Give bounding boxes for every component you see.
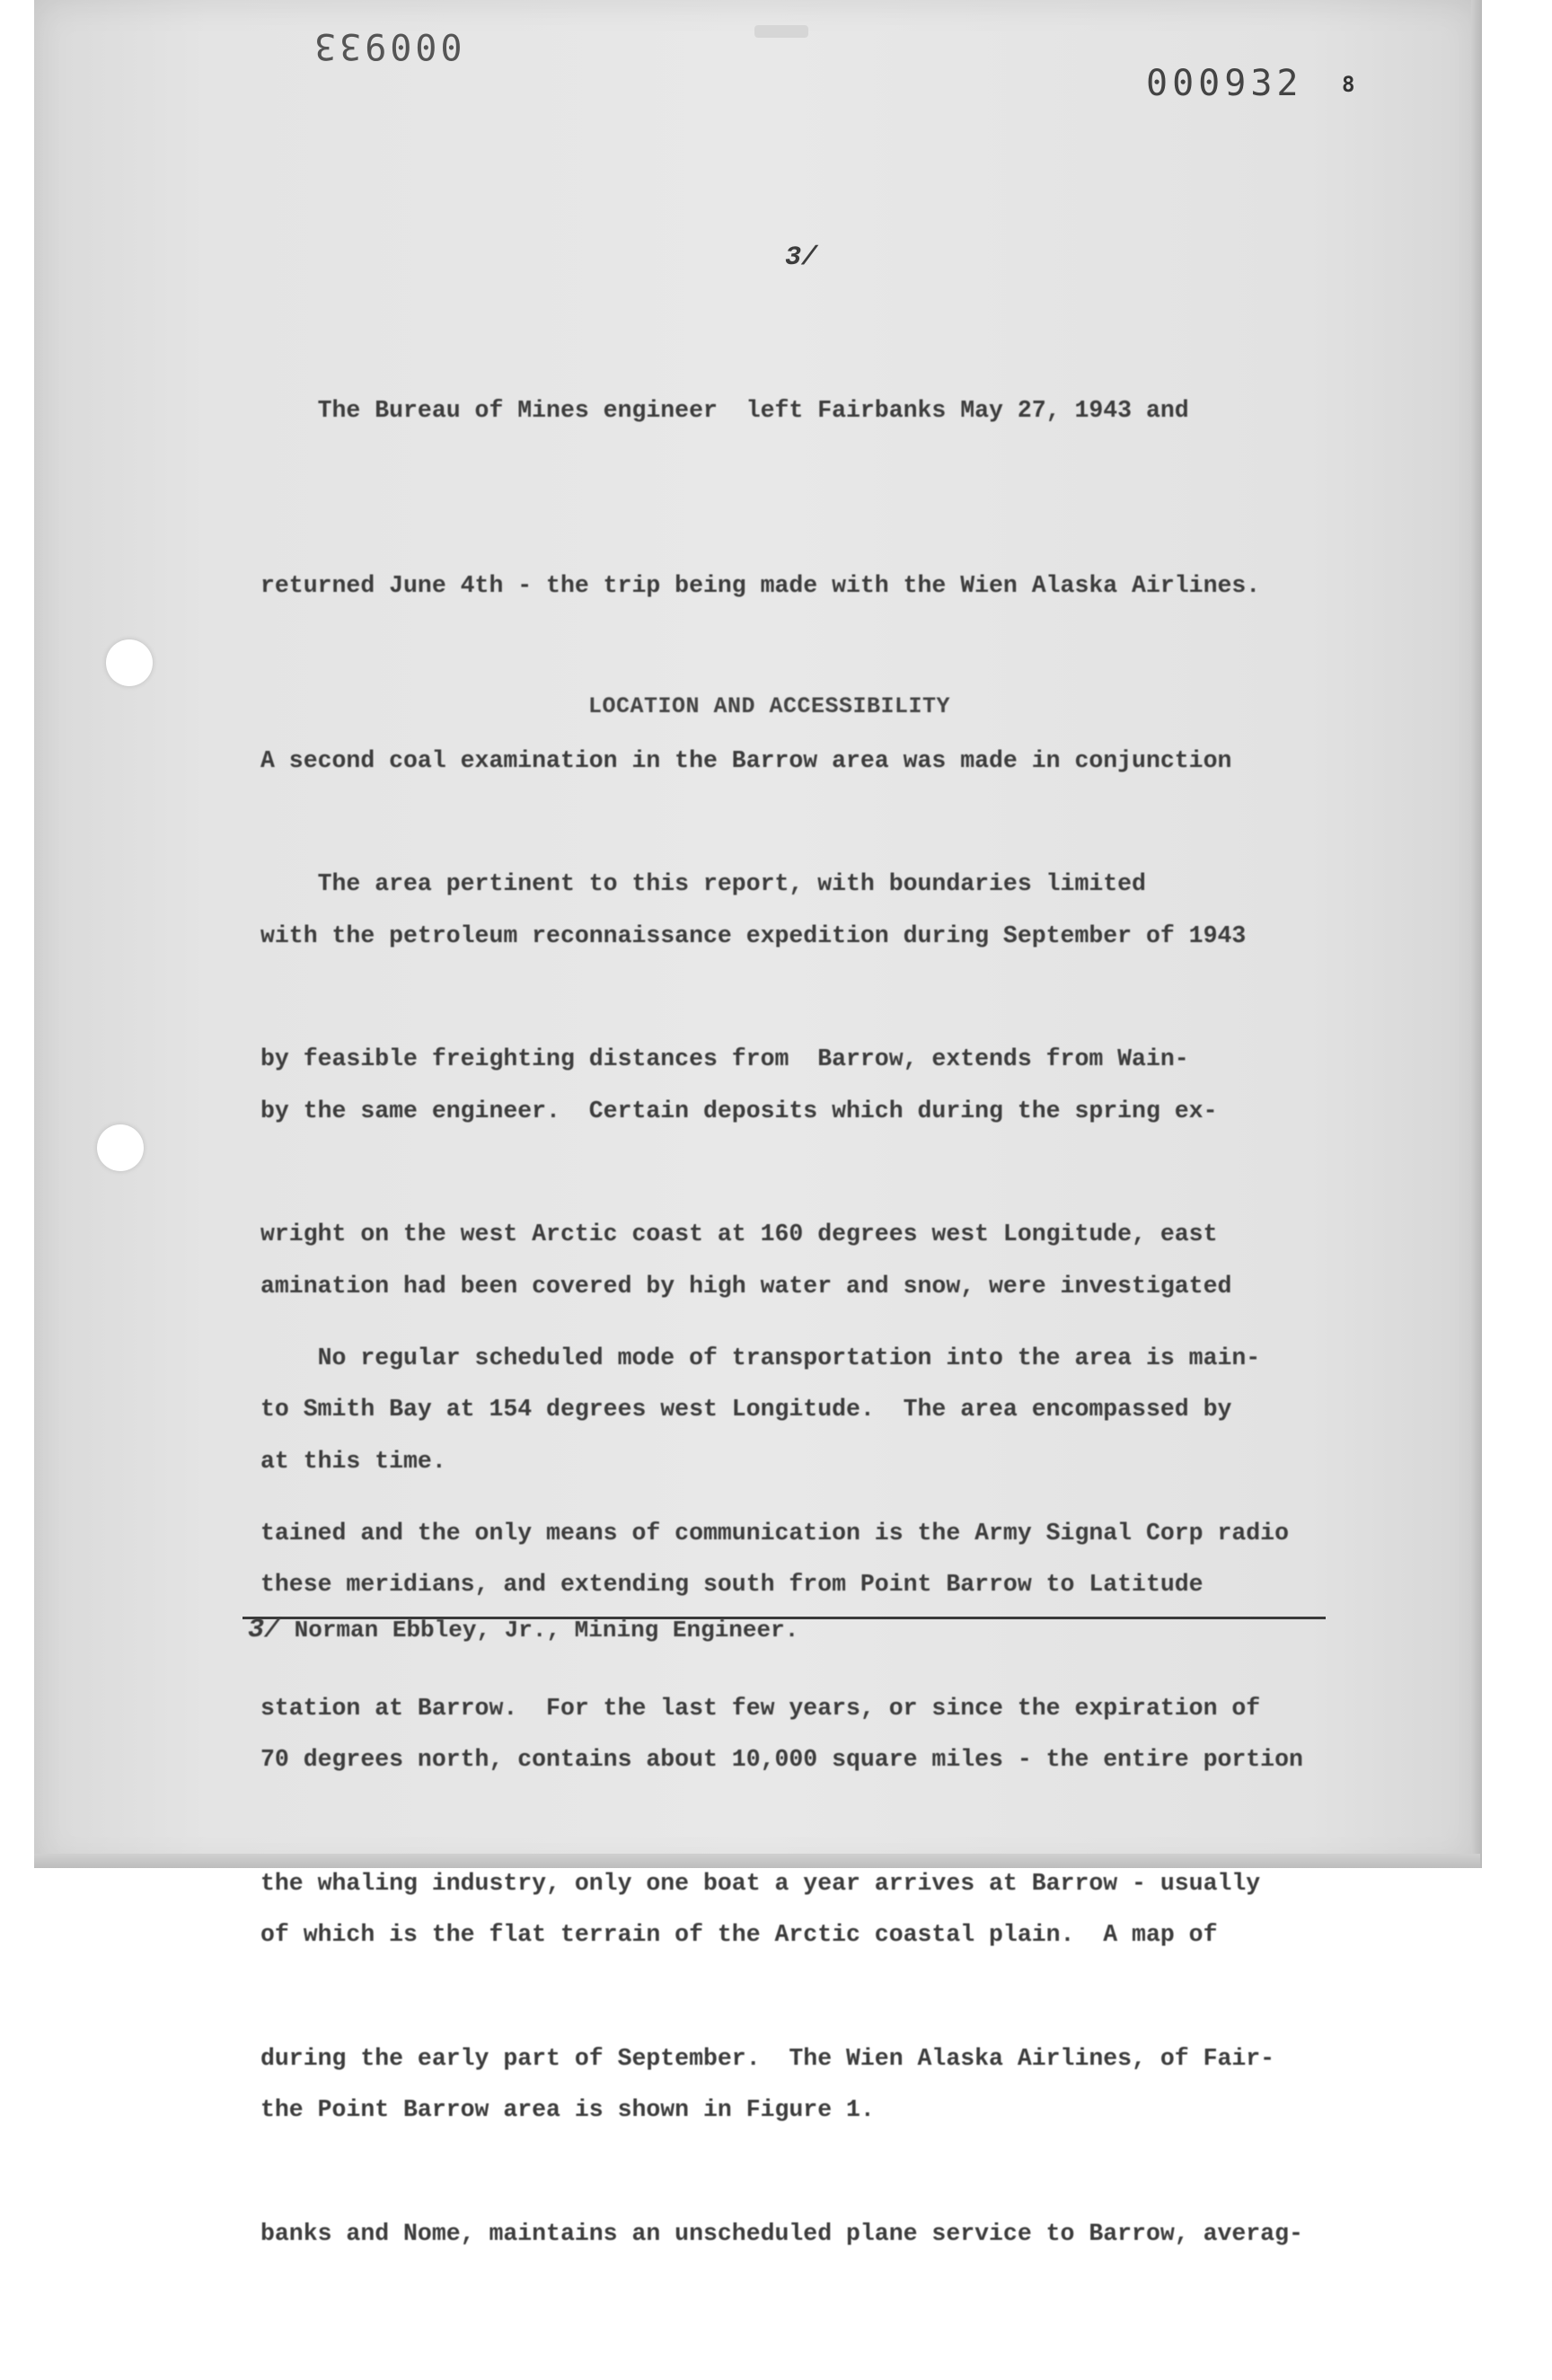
footnote-marker: 3/ <box>248 1615 281 1645</box>
text-line: returned June 4th - the trip being made with the Wien Alaska Airlines. <box>260 572 1261 599</box>
text-line: by the same engineer. Certain deposits which during the spring ex- <box>260 1097 1218 1124</box>
footnote-reference: 3/ <box>785 242 818 273</box>
text-line: the whaling industry, only one boat a year arrives at Barrow - usually <box>260 1870 1261 1897</box>
text-line: during the early part of September. The Wien Alaska Airlines, of Fair- <box>260 2045 1275 2072</box>
text-line: amination had been covered by high water and snow, were investigated <box>260 1273 1232 1300</box>
text-line: tained and the only means of communication is the Army Signal Corp radio <box>260 1520 1289 1547</box>
punch-hole-lower <box>97 1124 144 1171</box>
paragraph-3 <box>260 1212 1365 2380</box>
punch-hole-upper <box>106 639 153 686</box>
text-line: A second coal examination in the Barrow area was made in conjunction <box>260 747 1232 774</box>
sheet-right-edge <box>1471 0 1482 1868</box>
text-line: of which is the flat terrain of the Arctic coastal plain. A map of <box>260 1921 1218 1948</box>
text-line: these meridians, and extending south from Point Barrow to Latitude <box>260 1571 1204 1598</box>
scan-smudge <box>754 25 808 38</box>
text-line: banks and Nome, maintains an unscheduled plane service to Barrow, averag- <box>260 2220 1303 2247</box>
section-heading: LOCATION AND ACCESSIBILITY <box>588 693 951 719</box>
text-line: wright on the west Arctic coast at 160 degrees west Longitude, east <box>260 1221 1218 1247</box>
text-line: The area pertinent to this report, with boundaries limited <box>260 870 1146 897</box>
footnote-text: Norman Ebbley, Jr., Mining Engineer. <box>280 1617 799 1644</box>
text-line: The Bureau of Mines engineer left Fairbanks May 27, 1943 and <box>260 397 1189 424</box>
text-line: to Smith Bay at 154 degrees west Longitude. The area encompassed by <box>260 1396 1232 1423</box>
text-line: 70 degrees north, contains about 10,000 square miles - the entire portion <box>260 1746 1303 1773</box>
stamp-number: 000932 <box>1146 63 1303 104</box>
text-line: at this time. <box>260 1448 446 1475</box>
footnote <box>248 1615 798 1645</box>
text-line: the Point Barrow area is shown in Figure 1. <box>260 2096 875 2123</box>
text-line: with the petroleum reconnaissance expedition during September of 1943 <box>260 922 1247 949</box>
text-line: by feasible freighting distances from Barrow, extends from Wain- <box>260 1045 1189 1072</box>
page-number: 8 <box>1342 72 1355 97</box>
text-line: No regular scheduled mode of transportation into the area is main- <box>260 1344 1261 1371</box>
inverted-stamp-number: 000933 <box>311 25 463 66</box>
text-line: station at Barrow. For the last few years, or since the expiration of <box>260 1695 1261 1722</box>
